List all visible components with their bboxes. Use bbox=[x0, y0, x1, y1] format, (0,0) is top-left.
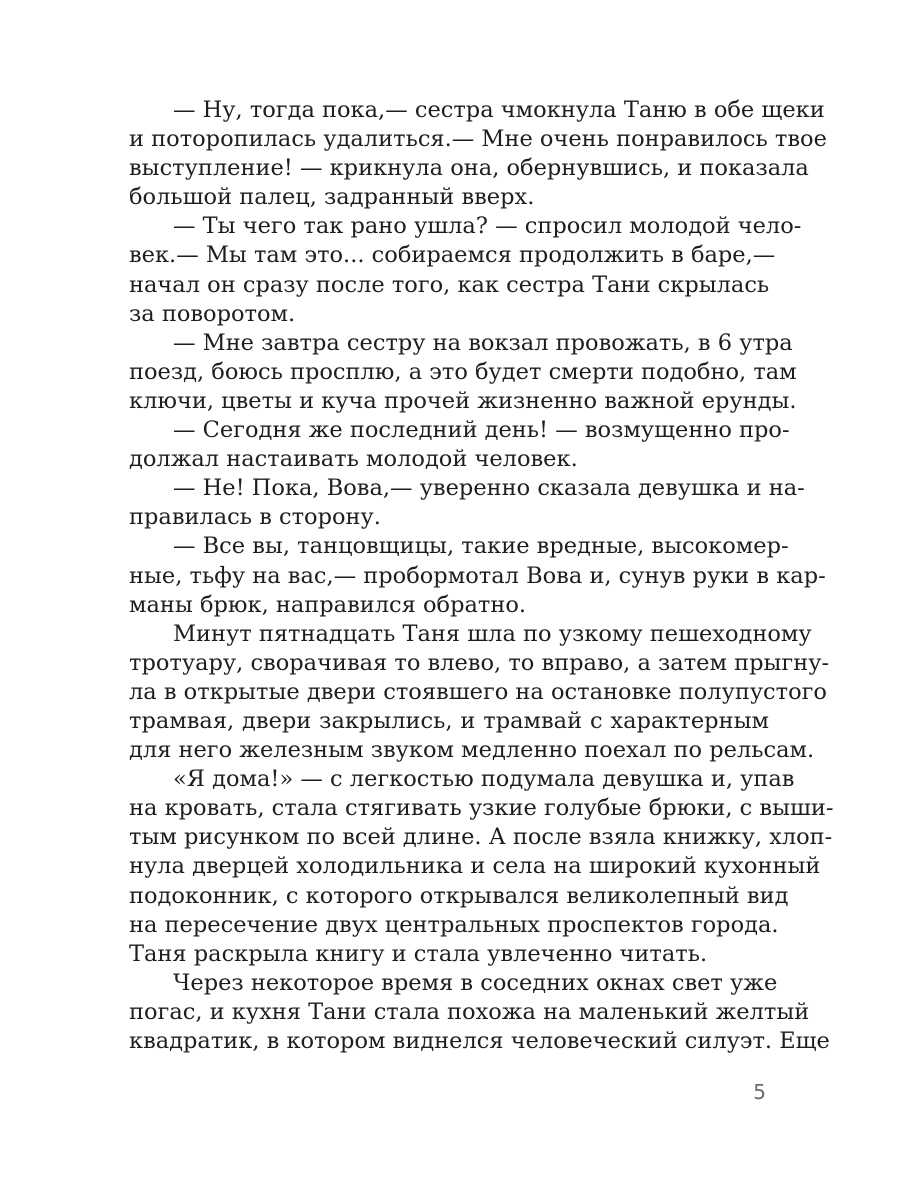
text-line: — Не! Пока, Вова,— уверенно сказала девушка и на- bbox=[173, 475, 805, 502]
text-line: — Ты чего так рано ушла? — спросил молодой чело- bbox=[173, 213, 802, 240]
text-line: правилась в сторону. bbox=[129, 504, 381, 531]
text-line: — Все вы, танцовщицы, такие вредные, высокомер- bbox=[173, 533, 789, 560]
paragraph bbox=[129, 212, 802, 328]
text-line: нула дверцей холодильника и села на широкий кухонный bbox=[129, 853, 821, 880]
text-line: погас, и кухня Тани стала похожа на маленький желтый bbox=[129, 998, 810, 1025]
text-line: большой палец, задранный вверх. bbox=[129, 184, 535, 211]
text-line: — Ну, тогда пока,— сестра чмокнула Таню в обе щеки bbox=[173, 97, 825, 123]
text-line: квадратик, в котором виднелся человеческий силуэт. Еще bbox=[129, 1028, 830, 1054]
text-line: начал он сразу после того, как сестра Тани скрылась bbox=[129, 271, 770, 298]
text-line: ные, тьфу на вас,— пробормотал Вова и, сунув руки в кар- bbox=[129, 562, 826, 589]
paragraph bbox=[129, 416, 790, 474]
paragraph bbox=[129, 532, 826, 619]
text-line: «Я дома!» — с легкостью подумала девушка и, упав bbox=[173, 766, 795, 793]
text-line: подоконник, с которого открывался великолепный вид bbox=[129, 882, 789, 909]
text-line: и поторопилась удалиться.— Мне очень понравилось твое bbox=[129, 126, 827, 153]
text-line: на кровать, стала стягивать узкие голубые брюки, с выши- bbox=[129, 795, 834, 822]
text-line: за поворотом. bbox=[129, 300, 296, 327]
text-line: трамвая, двери закрылись, и трамвай с характерным bbox=[129, 707, 769, 734]
text-line: выступление! — крикнула она, обернувшись, и показала bbox=[129, 155, 809, 182]
paragraph bbox=[129, 620, 830, 765]
text-line: для него железным звуком медленно поехал по рельсам. bbox=[129, 737, 815, 764]
paragraph bbox=[129, 96, 827, 212]
text-line: — Мне завтра сестру на вокзал провожать, в 6 утра bbox=[173, 329, 793, 356]
text-line: должал настаивать молодой человек. bbox=[129, 446, 578, 473]
text-line: Через некоторое время в соседних окнах свет уже bbox=[173, 969, 778, 996]
text-line: поезд, боюсь просплю, а это будет смерти подобно, там bbox=[129, 358, 797, 385]
paragraph bbox=[129, 765, 834, 969]
page-number: 5 bbox=[753, 1080, 766, 1104]
text-line: Таня раскрыла книгу и стала увлеченно читать. bbox=[129, 940, 708, 967]
paragraph bbox=[129, 474, 805, 532]
text-line: — Сегодня же последний день! — возмущенно про- bbox=[173, 417, 790, 444]
text-line: ключи, цветы и куча прочей жизненно важной ерунды. bbox=[129, 387, 797, 414]
text-line: Минут пятнадцать Таня шла по узкому пешеходному bbox=[173, 620, 812, 647]
text-line: тым рисунком по всей длине. А после взяла книжку, хлоп- bbox=[129, 824, 833, 851]
paragraph bbox=[129, 969, 830, 1056]
text-line: маны брюк, направился обратно. bbox=[129, 591, 527, 618]
body-text bbox=[129, 96, 834, 1056]
text-line: на пересечение двух центральных проспектов города. bbox=[129, 911, 779, 938]
text-line: тротуару, сворачивая то влево, то вправо, а затем прыгну- bbox=[129, 649, 830, 676]
text-line: ла в открытые двери стоявшего на остановке полупустого bbox=[129, 678, 827, 705]
paragraph bbox=[129, 329, 797, 416]
text-line: век.— Мы там это... собираемся продолжить в баре,— bbox=[129, 242, 776, 269]
